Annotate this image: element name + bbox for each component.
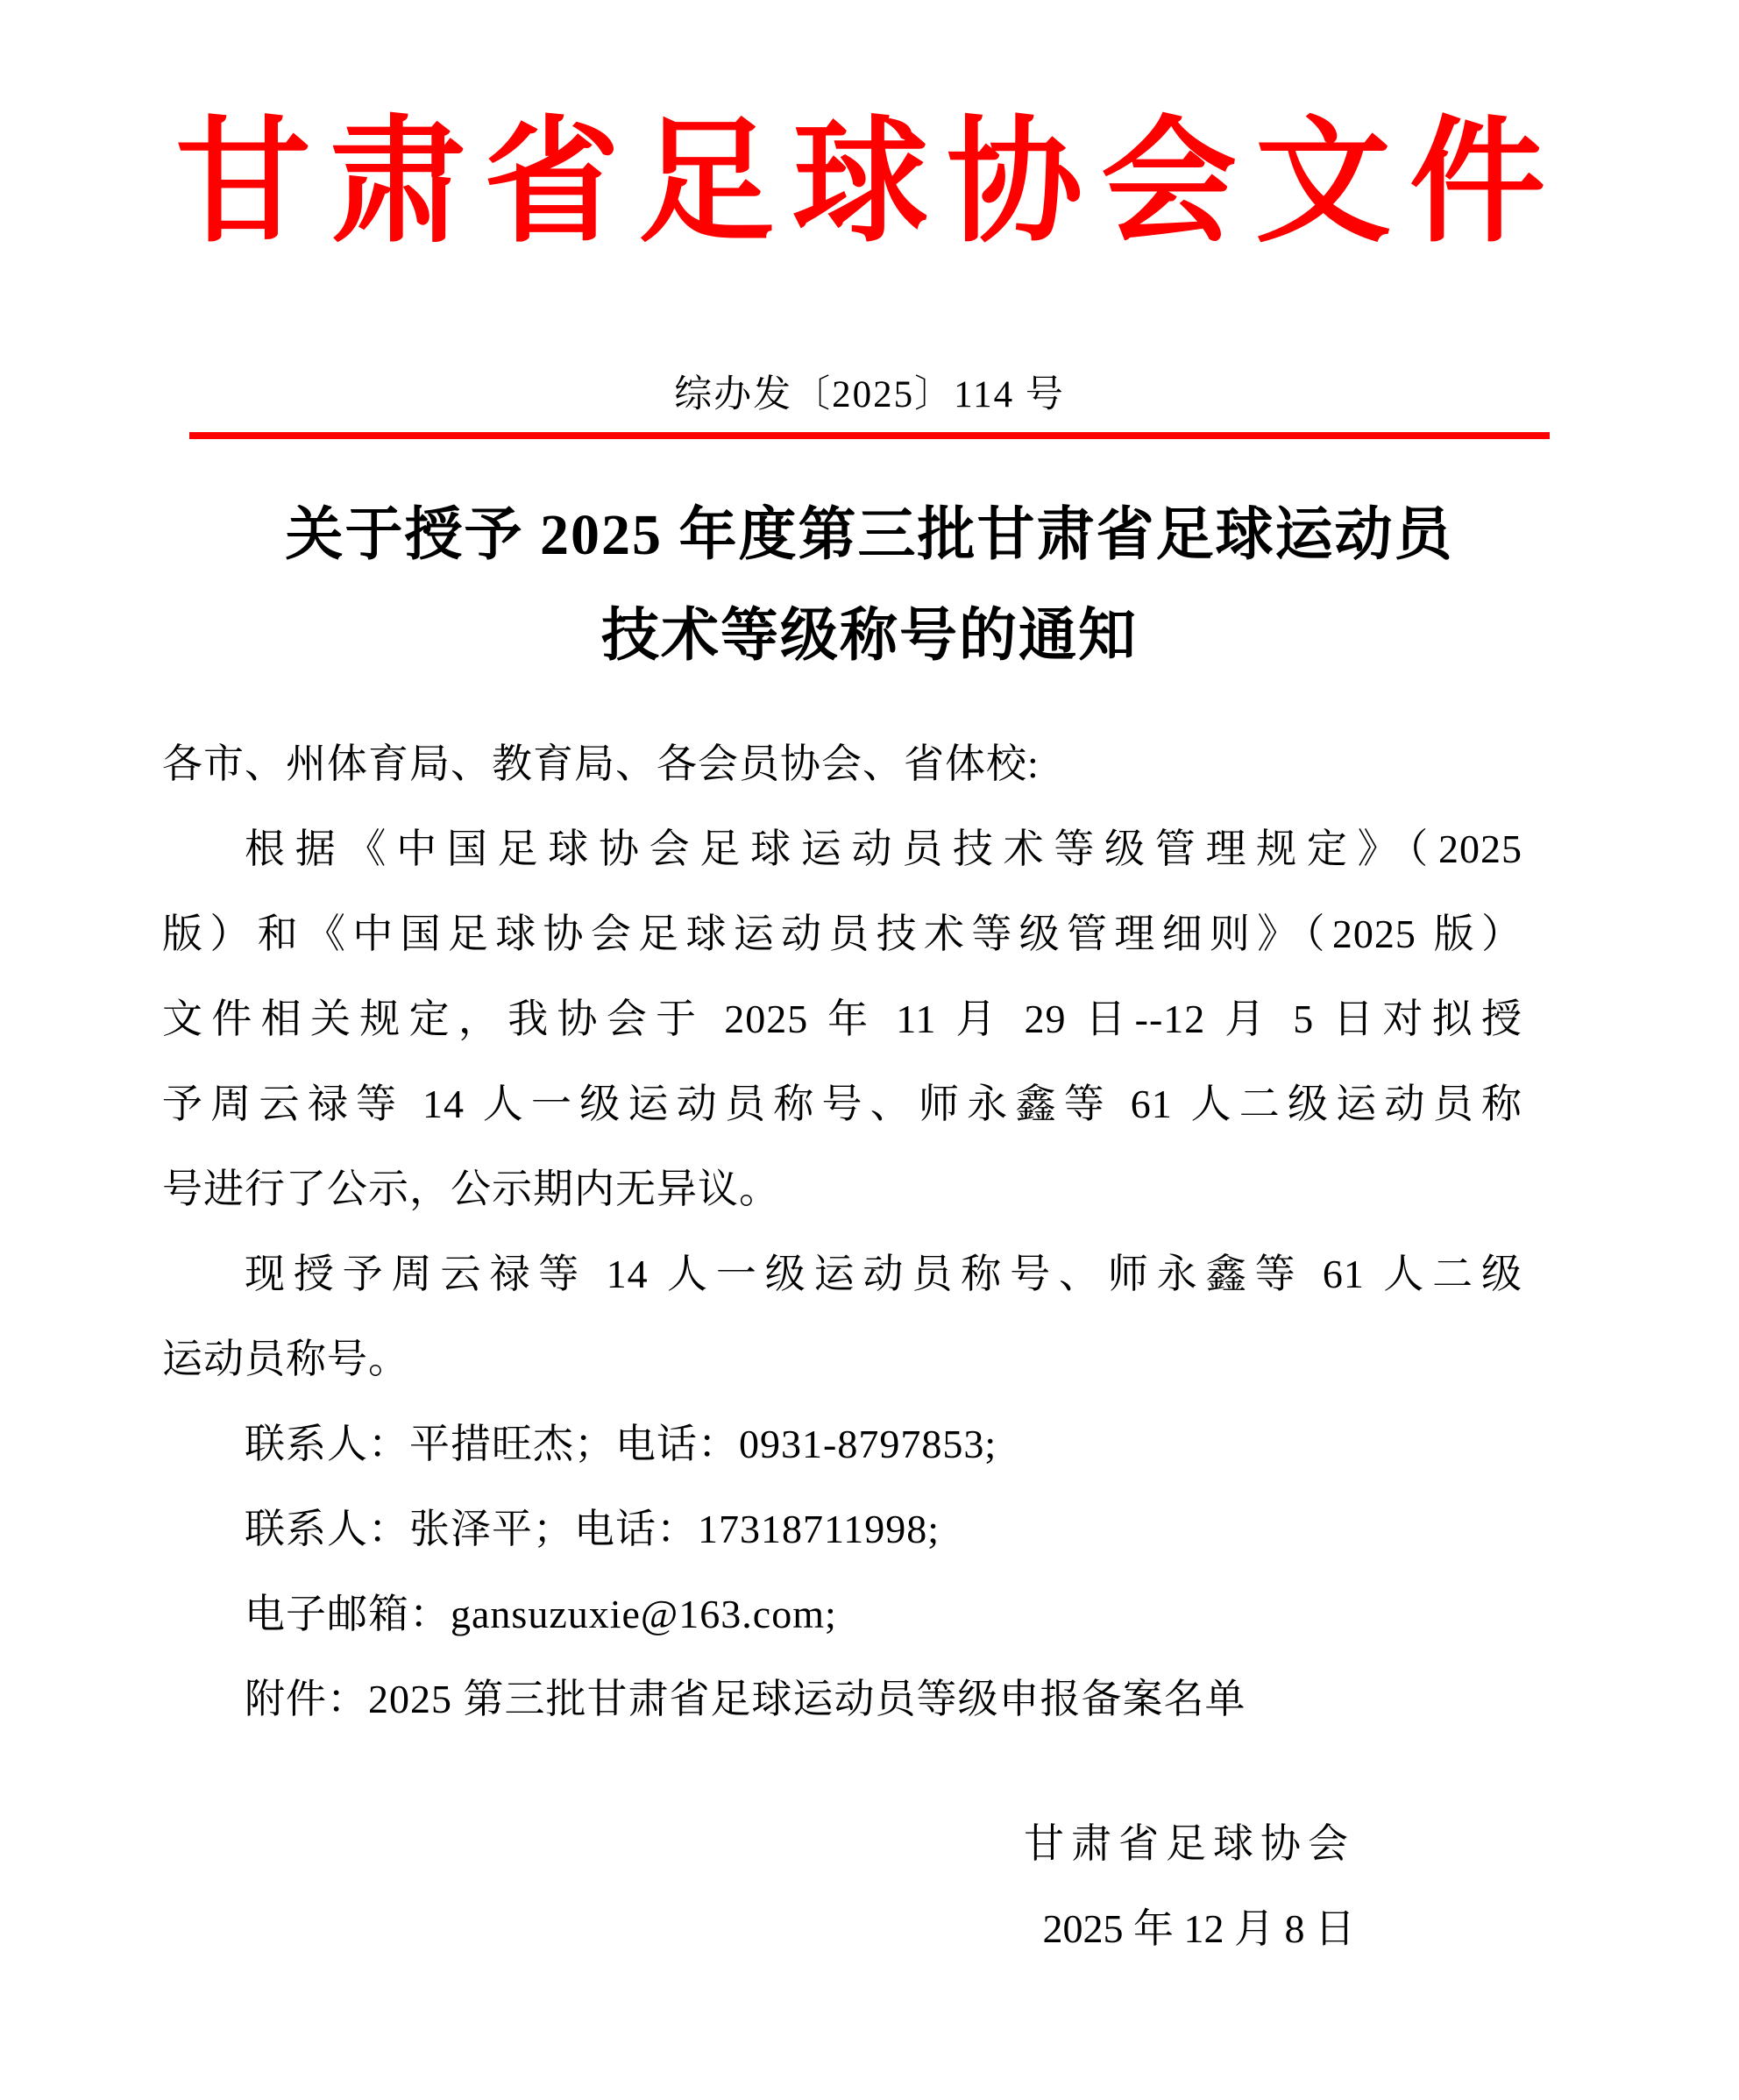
signature-date: 2025 年 12 月 8 日 (1042, 1905, 1355, 1951)
body-line: 联系人：平措旺杰；电话：0931-8797853; (245, 1421, 997, 1466)
body-line: 联系人：张泽平；电话：17318711998; (245, 1506, 940, 1551)
body-line: 版）和《中国足球协会足球运动员技术等级管理细则》（2025 版） (162, 911, 1523, 956)
subject-line-1: 关于授予 2025 年度第三批甘肃省足球运动员 (285, 502, 1454, 567)
body-line: 予周云禄等 14 人一级运动员称号、师永鑫等 61 人二级运动员称 (162, 1081, 1523, 1126)
subject-line-2: 技术等级称号的通知 (601, 603, 1138, 668)
red-divider-line (189, 432, 1550, 439)
body-line: 各市、州体育局、教育局、各会员协会、省体校: (162, 741, 1040, 786)
signature-org: 甘肃省足球协会 (1024, 1820, 1355, 1866)
body-line: 运动员称号。 (162, 1336, 409, 1381)
body-line: 现授予周云禄等 14 人一级运动员称号、师永鑫等 61 人二级 (245, 1251, 1523, 1296)
doc-number: 综办发〔2025〕114 号 (674, 373, 1065, 415)
body-line: 文件相关规定，我协会于 2025 年 11 月 29 日--12 月 5 日对拟授 (162, 996, 1523, 1041)
body-line: 附件：2025 第三批甘肃省足球运动员等级申报备案名单 (245, 1676, 1246, 1721)
document-header-title: 甘肃省足球协会文件 (175, 108, 1564, 259)
body-line: 根据《中国足球协会足球运动员技术等级管理规定》（2025 (245, 826, 1523, 871)
body-lines (162, 721, 1523, 1742)
body-line: 电子邮箱：gansuzuxie@163.com; (245, 1591, 837, 1636)
signature-block (0, 1801, 1739, 1971)
body-line: 号进行了公示，公示期内无异议。 (162, 1166, 780, 1211)
subject-title (0, 485, 1739, 686)
